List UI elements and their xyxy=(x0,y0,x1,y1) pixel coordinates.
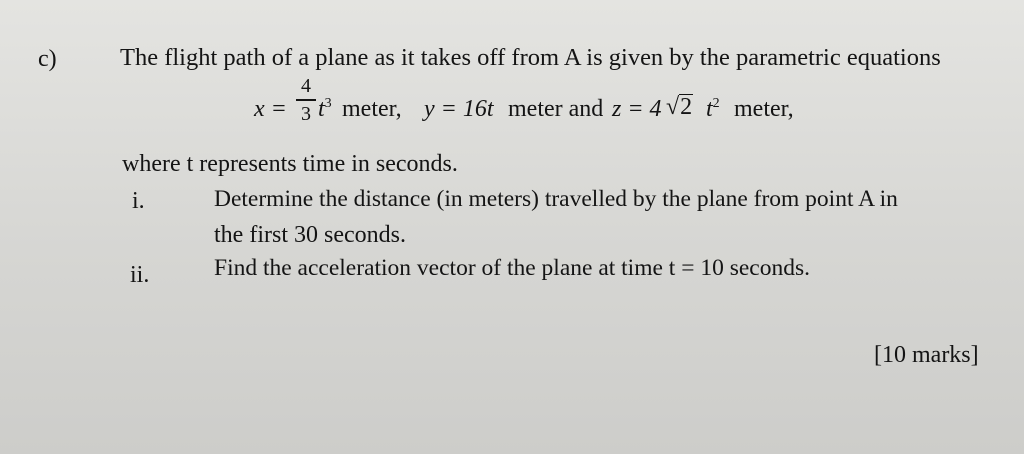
item-ii-line1: Find the acceleration vector of the plane at time t = 10 seconds. xyxy=(214,255,810,281)
x-term xyxy=(318,96,332,123)
where-text: where t represents time in seconds. xyxy=(122,151,458,177)
x-fraction-numerator: 4 xyxy=(301,75,311,97)
y-equation: y = 16t xyxy=(424,96,494,122)
z-radicand: 2 xyxy=(680,94,693,120)
z-unit: meter, xyxy=(734,96,794,122)
item-i-line2: the first 30 seconds. xyxy=(214,222,406,248)
z-variable: t xyxy=(706,96,713,122)
x-unit: meter, xyxy=(342,96,402,122)
item-i-line1: Determine the distance (in meters) travelled by the plane from point A in xyxy=(214,186,898,212)
y-unit: meter and xyxy=(508,96,604,122)
z-term xyxy=(706,96,720,123)
item-label-ii: ii. xyxy=(130,262,150,288)
fraction-bar xyxy=(296,99,316,101)
intro-text: The flight path of a plane as it takes off from A is given by the parametric equations xyxy=(120,44,941,71)
z-exponent: 2 xyxy=(712,96,720,111)
z-radical xyxy=(666,94,693,121)
equations-line xyxy=(0,0,1024,150)
x-exponent: 3 xyxy=(324,96,332,111)
x-equation-lhs: x = xyxy=(254,96,287,122)
x-fraction xyxy=(296,76,316,124)
item-label-i: i. xyxy=(132,188,145,214)
part-label: c) xyxy=(38,46,57,72)
x-fraction-denominator: 3 xyxy=(301,102,311,125)
marks-label: [10 marks] xyxy=(874,342,979,368)
z-equation-lhs: z = 4 xyxy=(612,96,662,122)
x-variable: t xyxy=(318,96,325,122)
radical-sign: √ xyxy=(666,94,680,120)
